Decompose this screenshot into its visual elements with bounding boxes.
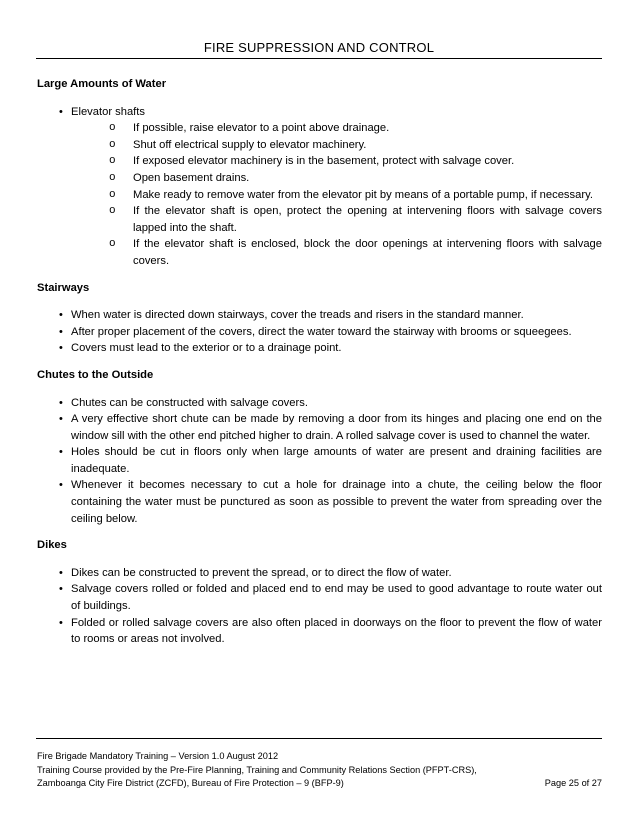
footer-line: Training Course provided by the Pre-Fire Planning, Training and Community Relations Section (PFPT-CRS), xyxy=(37,764,477,775)
footer-line: Fire Brigade Mandatory Training – Version 1.0 August 2012 xyxy=(37,751,279,761)
section-heading: Large Amounts of Water xyxy=(37,78,167,90)
list-item: • Holes should be cut in floors only when large amounts of water are present and draining facilities are inadequate. xyxy=(37,444,602,477)
page-footer xyxy=(37,750,602,791)
section-heading: Chutes to the Outside xyxy=(37,368,154,381)
list-item-text: Elevator shafts xyxy=(71,105,145,118)
page-header-title: FIRE SUPPRESSION AND CONTROL xyxy=(203,40,435,55)
list-item: • A very effective short chute can be made by removing a door from its hinges and placing one end on the window sill with the other end pitched higher to drain. A rolled salvage cover is used to channel the water. xyxy=(37,411,602,444)
bullet-list xyxy=(37,395,602,528)
list-item: • Salvage covers rolled or folded and placed end to end may be used to good advantage to route water out of buildings. xyxy=(37,581,602,614)
list-item: • Dikes can be constructed to prevent the spread, or to direct the flow of water. xyxy=(37,565,602,582)
page-content xyxy=(37,76,602,648)
bullet-list xyxy=(37,104,602,270)
footer-line: Zamboanga City Fire District (ZCFD), Bureau of Fire Protection – 9 (BFP-9) xyxy=(37,778,344,789)
section-heading: Dikes xyxy=(37,539,67,552)
sub-list-item: o If exposed elevator machinery is in the basement, protect with salvage cover. xyxy=(91,153,602,170)
list-item: • Folded or rolled salvage covers are also often placed in doorways on the floor to prevent the flow of water to rooms or areas not involved. xyxy=(37,615,602,648)
list-item: • Whenever it becomes necessary to cut a hole for drainage into a chute, the ceiling below the floor containing the water must be punctured as soon as possible to prevent the water from spreading over the ceiling below. xyxy=(37,477,602,527)
section-heading: Stairways xyxy=(37,281,90,294)
header-divider xyxy=(36,58,602,59)
bullet-list xyxy=(37,565,602,648)
list-item: • Chutes can be constructed with salvage covers. xyxy=(37,395,602,412)
sub-list-item: o If the elevator shaft is enclosed, block the door openings at intervening floors with salvage covers. xyxy=(91,236,602,269)
section-dikes xyxy=(37,537,602,648)
section-large-amounts-of-water xyxy=(37,76,602,270)
sub-bullet-list xyxy=(71,120,602,269)
sub-list-item: o If possible, raise elevator to a point above drainage. xyxy=(91,120,602,137)
sub-list-item: o Make ready to remove water from the elevator pit by means of a portable pump, if necessary. xyxy=(91,187,602,204)
list-item: • Covers must lead to the exterior or to a drainage point. xyxy=(37,340,602,357)
sub-list-item: o If the elevator shaft is open, protect the opening at intervening floors with salvage covers lapped into the shaft. xyxy=(91,203,602,236)
section-stairways xyxy=(37,280,602,357)
list-item: • When water is directed down stairways, cover the treads and risers in the standard manner. xyxy=(37,307,602,324)
sub-list-item: o Open basement drains. xyxy=(91,170,602,187)
page-number: Page 25 of 27 xyxy=(544,778,602,789)
list-item xyxy=(37,104,602,270)
section-chutes-to-the-outside xyxy=(37,367,602,527)
list-item: • After proper placement of the covers, direct the water toward the stairway with brooms or squeegees. xyxy=(37,324,602,341)
footer-divider xyxy=(36,738,602,739)
sub-list-item: o Shut off electrical supply to elevator machinery. xyxy=(91,137,602,154)
bullet-list xyxy=(37,307,602,357)
